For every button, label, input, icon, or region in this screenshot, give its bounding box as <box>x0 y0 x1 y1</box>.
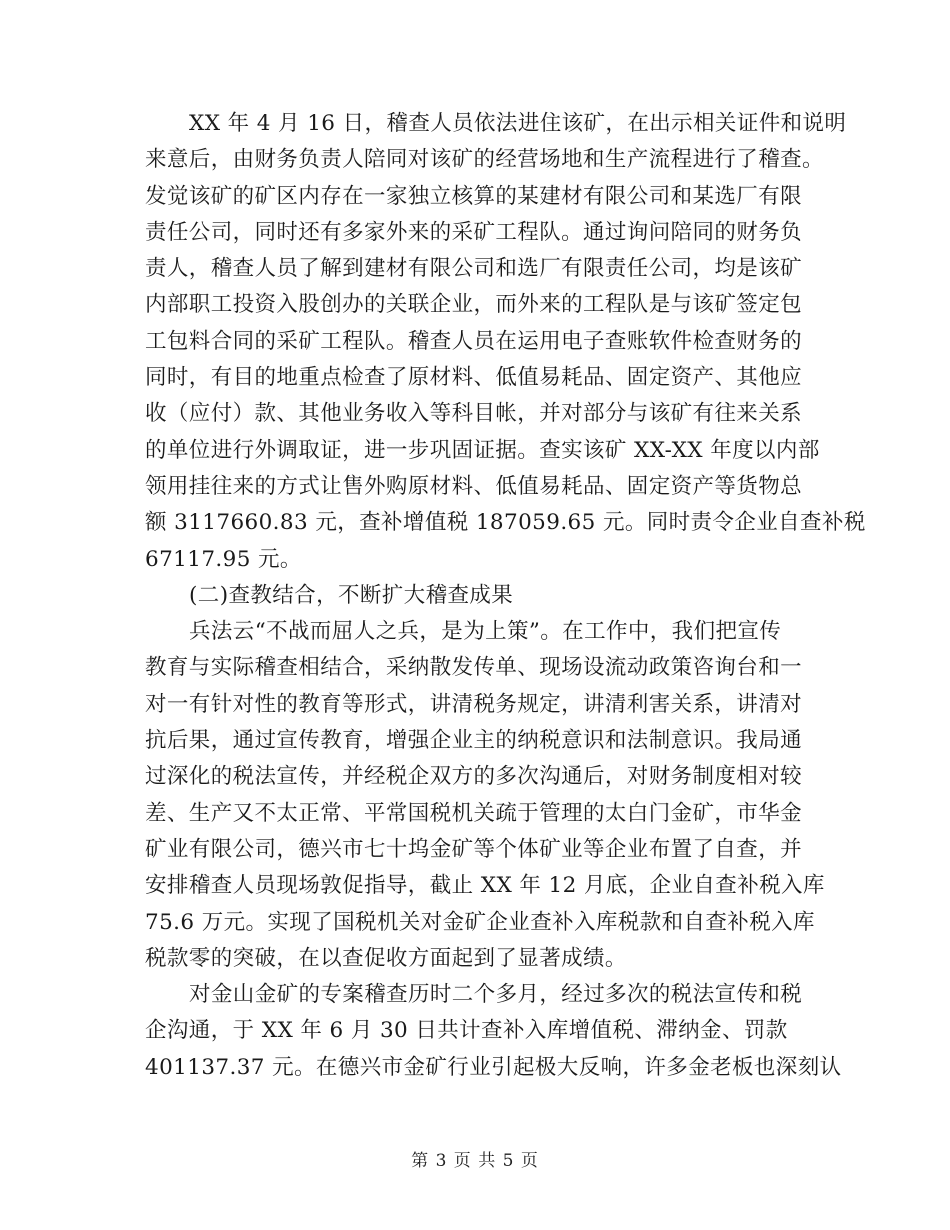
text-line: 领用挂往来的方式让售外购原材料、低值易耗品、固定资产等货物总 <box>145 473 803 499</box>
text-line: 对一有针对性的教育等形式，讲清税务规定，讲清利害关系，讲清对 <box>145 691 803 717</box>
text-line: 矿业有限公司，德兴市七十坞金矿等个体矿业等企业布置了自查，并 <box>145 836 803 862</box>
text-line: 过深化的税法宣传，并经税企双方的多次沟通后，对财务制度相对较 <box>145 764 803 790</box>
text-line: 401137.37 元。在德兴市金矿行业引起极大反响，许多金老板也深刻认 <box>145 1054 842 1080</box>
text-line: 收（应付）款、其他业务收入等科目帐，并对部分与该矿有往来关系 <box>145 401 803 427</box>
text-line: 企沟通，于 XX 年 6 月 30 日共计查补入库增值税、滞纳金、罚款 <box>145 1018 788 1044</box>
text-line: 责人，稽查人员了解到建材有限公司和选厂有限责任公司，均是该矿 <box>145 256 803 282</box>
page-number: 第 3 页 共 5 页 <box>411 1151 539 1171</box>
text-line: 工包料合同的采矿工程队。稽查人员在运用电子查账软件检查财务的 <box>145 328 803 354</box>
text-line: 对金山金矿的专案稽查历时二个多月，经过多次的税法宣传和税 <box>189 982 803 1008</box>
text-line: 差、生产又不太正常、平常国税机关疏于管理的太白门金矿，市华金 <box>145 800 803 826</box>
text-line: 同时，有目的地重点检查了原材料、低值易耗品、固定资产、其他应 <box>145 365 803 391</box>
body-text <box>145 106 866 1086</box>
text-line: 的单位进行外调取证，进一步巩固证据。查实该矿 XX-XX 年度以内部 <box>145 437 820 463</box>
text-line: 75.6 万元。实现了国税机关对金矿企业查补入库税款和自查补税入库 <box>145 909 815 935</box>
text-line: 内部职工投资入股创办的关联企业，而外来的工程队是与该矿签定包 <box>145 292 803 318</box>
text-line: 抗后果，通过宣传教育，增强企业主的纳税意识和法制意识。我局通 <box>145 728 803 754</box>
text-line: 责任公司，同时还有多家外来的采矿工程队。通过询问陪同的财务负 <box>145 219 803 245</box>
text-line: 兵法云“不战而屈人之兵，是为上策”。在工作中，我们把宣传 <box>189 619 782 645</box>
text-line: 67117.95 元。 <box>145 546 302 572</box>
text-line: 发觉该矿的矿区内存在一家独立核算的某建材有限公司和某选厂有限 <box>145 183 803 209</box>
text-line: 来意后，由财务负责人陪同对该矿的经营场地和生产流程进行了稽查。 <box>145 147 824 173</box>
text-line: 税款零的突破，在以查促收方面起到了显著成绩。 <box>145 945 627 971</box>
text-line: 额 3117660.83 元，查补增值税 187059.65 元。同时责令企业自查补税 <box>145 510 866 536</box>
text-line: XX 年 4 月 16 日，稽查人员依法进住该矿，在出示相关证件和说明 <box>189 111 847 136</box>
text-line: 安排稽查人员现场敦促指导，截止 XX 年 12 月底，企业自查补税入库 <box>145 873 825 899</box>
section-heading: (二)查教结合，不断扩大稽查成果 <box>189 582 514 608</box>
text-line: 教育与实际稽查相结合，采纳散发传单、现场设流动政策咨询台和一 <box>145 655 803 681</box>
